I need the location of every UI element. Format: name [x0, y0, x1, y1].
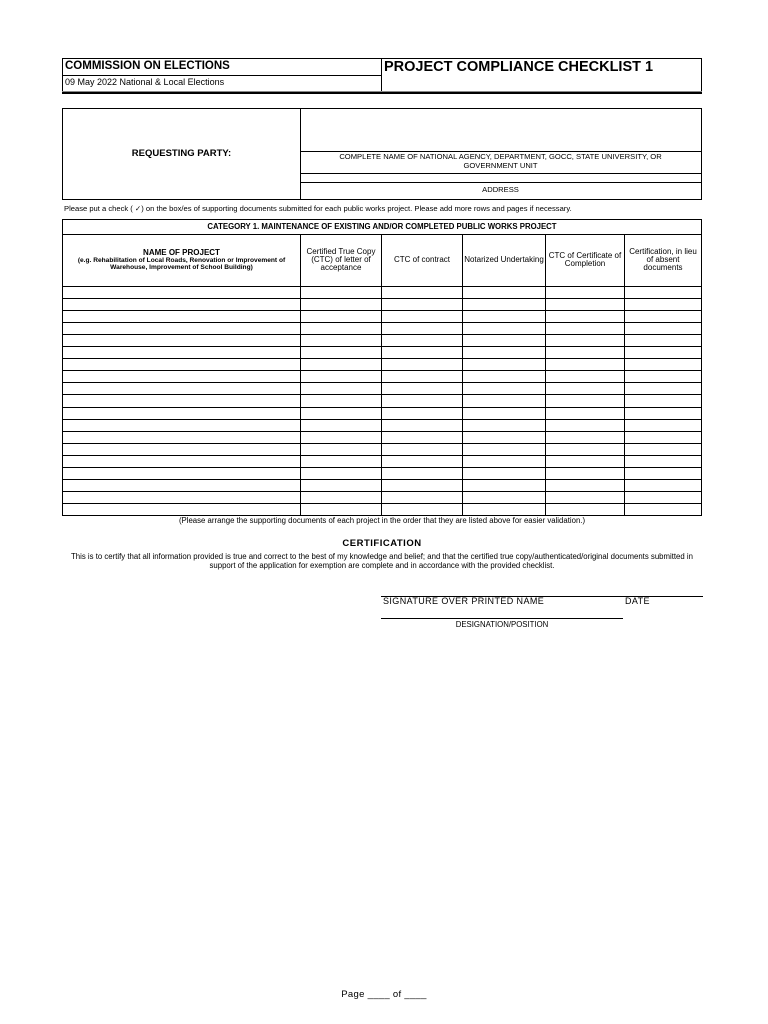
address-caption: ADDRESS	[482, 185, 519, 194]
table-row[interactable]	[63, 503, 701, 504]
instructions-text: Please put a check ( ✓) on the box/es of supporting documents submitted for each public works project. Please add more rows and pages if necessary.	[64, 204, 572, 213]
table-row[interactable]	[63, 467, 701, 468]
form-title: PROJECT COMPLIANCE CHECKLIST 1	[384, 59, 654, 75]
column-divider	[462, 234, 463, 515]
column-divider	[624, 234, 625, 515]
agency-caption-line	[300, 173, 701, 174]
arrange-note: (Please arrange the supporting documents of each project in the order that they are listed above for easier validation.)	[178, 516, 586, 525]
table-row[interactable]	[63, 346, 701, 347]
table-row[interactable]	[63, 322, 701, 323]
column-header-project-name	[63, 234, 300, 286]
table-row[interactable]	[63, 370, 701, 371]
project-name-example: (e.g. Rehabilitation of Local Roads, Renovation or Improvement of Warehouse, Improvement of School Building)	[77, 257, 286, 272]
table-row[interactable]	[63, 358, 701, 359]
header-row-rule	[63, 286, 701, 287]
column-header-certification: Certification, in lieu of absent documents	[629, 246, 697, 273]
requesting-party-label: REQUESTING PARTY:	[131, 148, 232, 159]
designation-label: DESIGNATION/POSITION	[455, 620, 549, 629]
table-row[interactable]	[63, 334, 701, 335]
column-header-ctc-acceptance: Certified True Copy (CTC) of letter of acceptance	[306, 246, 376, 273]
column-divider	[381, 234, 382, 515]
column-header-ctc-contract: CTC of contract	[393, 254, 450, 264]
certification-text: This is to certify that all information provided is true and correct to the best of my knowledge and belief; and that the certified true copy/authenticated/original documents submitted in support of the application for exemption are complete and in accordance with the provided checklist.	[71, 552, 693, 570]
project-name-title: NAME OF PROJECT	[143, 247, 220, 257]
form-header	[62, 58, 702, 92]
date-label: DATE	[625, 596, 650, 606]
column-header-ctc-completion: CTC of Certificate of Completion	[548, 250, 622, 268]
table-row[interactable]	[63, 419, 701, 420]
header-underline	[62, 92, 702, 94]
signature-label: SIGNATURE OVER PRINTED NAME	[383, 596, 545, 606]
header-rule	[63, 75, 381, 76]
column-divider	[300, 234, 301, 515]
table-row[interactable]	[63, 310, 701, 311]
designation-line[interactable]	[381, 618, 623, 619]
column-divider	[545, 234, 546, 515]
column-header-notarized-undertaking: Notarized Undertaking	[464, 254, 544, 264]
requesting-party-box	[62, 108, 702, 200]
header-divider	[381, 59, 382, 91]
table-row[interactable]	[63, 491, 701, 492]
table-row[interactable]	[63, 431, 701, 432]
organization-name: COMMISSION ON ELECTIONS	[65, 60, 230, 72]
page-number: Page ____ of ____	[341, 989, 427, 1000]
table-row[interactable]	[63, 479, 701, 480]
address-line[interactable]	[300, 182, 701, 183]
agency-name-caption: COMPLETE NAME OF NATIONAL AGENCY, DEPARTMENT, GOCC, STATE UNIVERSITY, OR GOVERNMENT UNIT	[339, 152, 662, 170]
table-row[interactable]	[63, 394, 701, 395]
table-row[interactable]	[63, 298, 701, 299]
compliance-table	[62, 219, 702, 516]
category-heading: CATEGORY 1. MAINTENANCE OF EXISTING AND/OR COMPLETED PUBLIC WORKS PROJECT	[207, 222, 557, 231]
table-row[interactable]	[63, 407, 701, 408]
table-row[interactable]	[63, 455, 701, 456]
table-row[interactable]	[63, 382, 701, 383]
election-subtitle: 09 May 2022 National & Local Elections	[65, 77, 225, 87]
certification-title: CERTIFICATION	[342, 538, 422, 549]
table-row[interactable]	[63, 443, 701, 444]
